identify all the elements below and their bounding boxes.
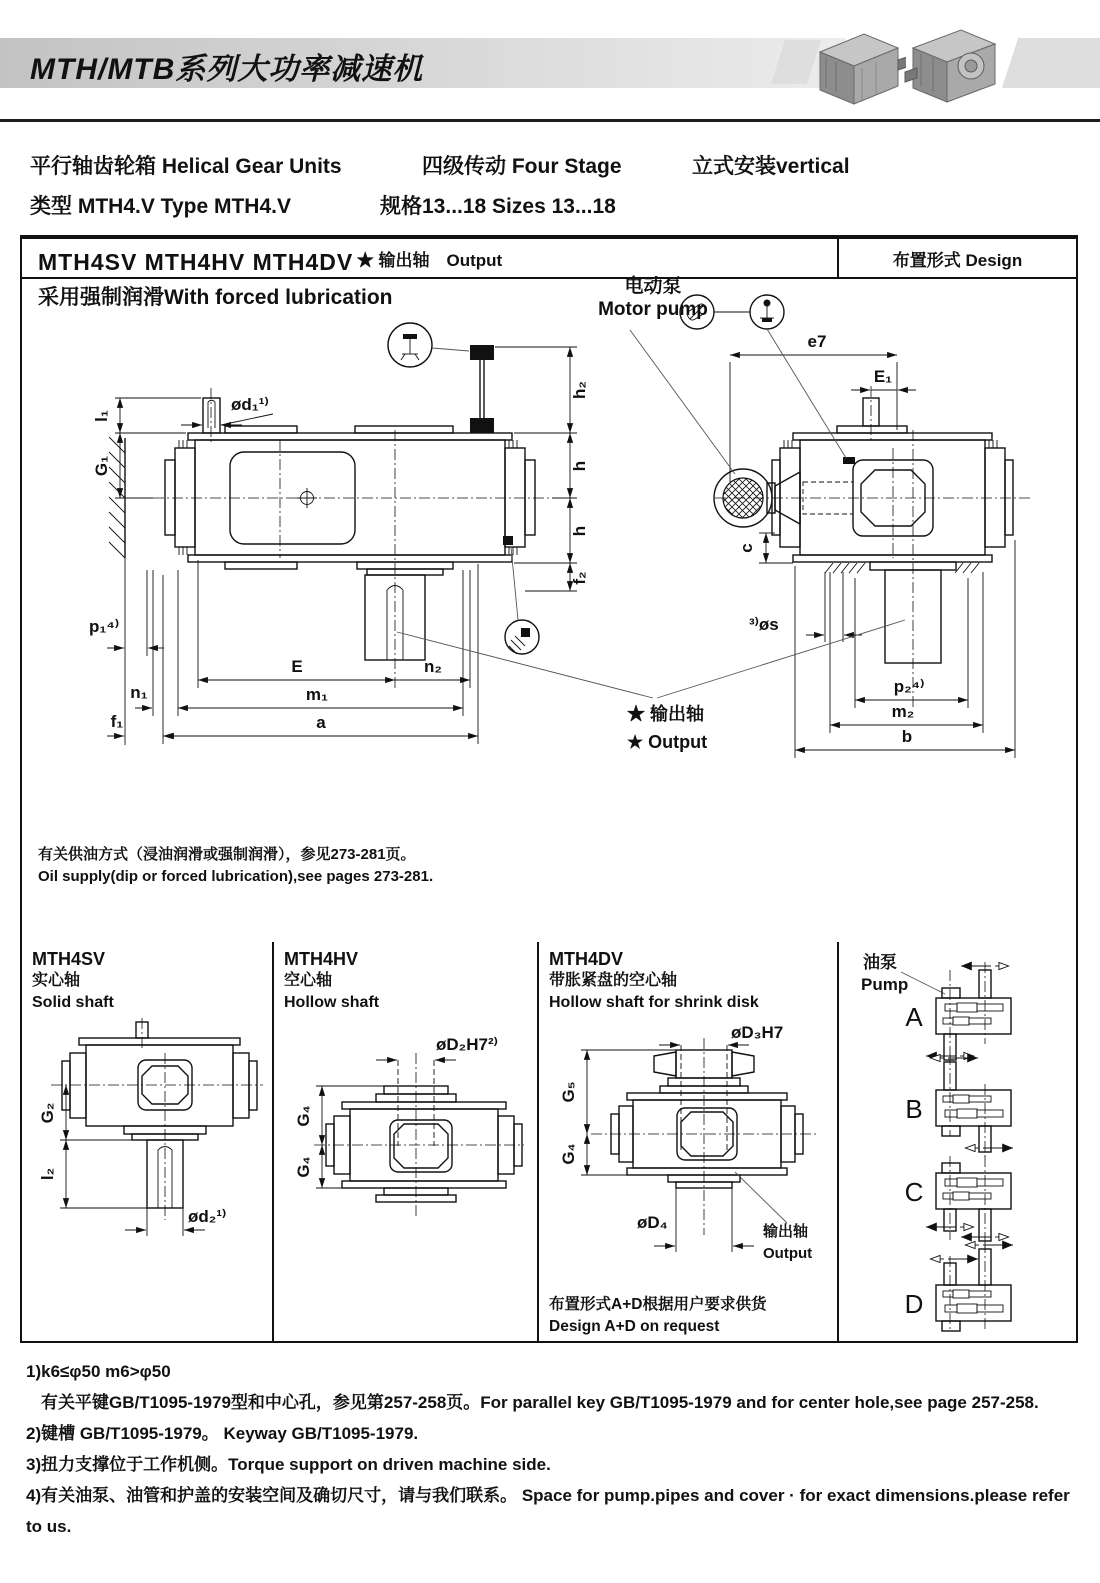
- deco-parallelogram-right: [1002, 38, 1100, 88]
- dim-m2: [830, 572, 983, 733]
- lubrication-note: 采用强制润滑With forced lubrication: [38, 286, 393, 309]
- footnote-1: 1)k6≤φ50 m6>φ50: [26, 1362, 171, 1381]
- col3-output-zh: 输出轴: [763, 1223, 809, 1240]
- design-D: [905, 1242, 1013, 1332]
- input-shaft-front: [203, 398, 220, 433]
- dim-label-l2: l₂: [38, 1167, 57, 1181]
- dim-label-D2: øD₂H7²⁾: [436, 1035, 498, 1054]
- output-callout-col3: [735, 1172, 812, 1262]
- col3-model: MTH4DV: [549, 949, 624, 969]
- dim-D4: [637, 1188, 754, 1252]
- footnote-3: 3)扭力支撑位于工作机侧。Torque support on driven machine side.: [26, 1455, 551, 1474]
- dim-label-h-bot: h: [570, 525, 589, 537]
- dim-row-n1-m1: [130, 570, 463, 716]
- mth4hv-drawing: [284, 1028, 529, 1253]
- dim-label-D4: øD₄: [637, 1213, 668, 1232]
- dim-E1: [851, 367, 916, 390]
- breather-detail-bubble: [388, 323, 469, 367]
- dim-row-f1-a: [107, 564, 478, 744]
- dim-label-E: E: [291, 657, 303, 676]
- dim-label-G4a: G₄: [294, 1105, 313, 1127]
- motor-pump-en: Motor pump: [598, 299, 708, 320]
- col3-note-en: Design A+D on request: [549, 1318, 720, 1335]
- column-design: [837, 942, 1076, 1341]
- dim-d1: [181, 395, 273, 425]
- dim-label-n2: n₂: [424, 657, 442, 676]
- col3-zh: 带胀紧盘的空心轴: [549, 972, 678, 989]
- table-header-output: ★ 输出轴 Output: [356, 250, 503, 270]
- gearbox-housing-front: [165, 426, 535, 569]
- page-title: MTH/MTB系列大功率减速机: [30, 53, 424, 86]
- design-variants-drawing: [839, 944, 1078, 1340]
- design-label-D: D: [904, 1289, 924, 1319]
- footnote-1b: 有关平键GB/T1095-1979型和中心孔，参见第257-258页。For parallel key GB/T1095-1979 and for center hole,see page 257-258.: [41, 1393, 1039, 1412]
- mth4sv-drawing: [26, 1018, 268, 1250]
- breather-icon: [403, 334, 417, 339]
- product-photo-bevel-unit: [903, 14, 1003, 114]
- side-view: [714, 332, 1030, 758]
- design-A: [905, 962, 1011, 1064]
- mth4dv-drawing: [551, 1020, 833, 1278]
- dim-label-h-top: h: [570, 460, 589, 472]
- dim-label-p1: p₁⁴⁾: [89, 617, 119, 636]
- subtitle-model: 类型 MTH4.V Type MTH4.V: [30, 195, 291, 218]
- col3-note-zh: 布置形式A+D根据用户要求供货: [549, 1296, 767, 1313]
- pump-label-zh: 油泵: [863, 953, 897, 972]
- col2-zh: 空心轴: [284, 972, 333, 989]
- col1-model: MTH4SV: [32, 949, 106, 969]
- col2-header: [284, 948, 379, 1014]
- dim-label-G5: G₅: [559, 1081, 578, 1103]
- dim-s: [749, 572, 862, 642]
- output-star-en: ★ Output: [627, 732, 708, 752]
- design-C: [905, 1156, 1011, 1250]
- front-view: [89, 323, 589, 745]
- model-list: MTH4SV MTH4HV MTH4DV: [38, 249, 354, 275]
- output-shaft-front: [357, 562, 453, 660]
- dim-row-E-n2: [198, 560, 470, 688]
- col2-en: Hollow shaft: [284, 994, 380, 1011]
- column-mth4hv: [272, 942, 537, 1341]
- drawing-panel: [20, 235, 1078, 1343]
- dim-label-l1: l₁: [92, 410, 111, 422]
- footnote-2: 2)键槽 GB/T1095-1979。 Keyway GB/T1095-1979.: [26, 1424, 419, 1443]
- footnote-4: 4)有关油泵、油管和护盖的安装空间及确切尺寸，请与我们联系。 Space for pump.pipes and cover · for exact dimensions.please refer to us.: [26, 1486, 1070, 1536]
- dim-label-h2: h₂: [570, 381, 589, 399]
- oil-note-en: Oil supply(dip or forced lubrication),see pages 273-281.: [38, 868, 434, 885]
- footnotes: [26, 1356, 1082, 1542]
- dim-label-c: c: [737, 543, 756, 553]
- dim-G2: [38, 1085, 132, 1140]
- dim-label-G4b: G₄: [294, 1156, 313, 1178]
- drain-plug-icon: [521, 628, 530, 637]
- dim-G4b: [294, 1145, 342, 1188]
- col3-header: [549, 948, 759, 1014]
- dim-label-G2: G₂: [38, 1102, 57, 1124]
- col3-output-en: Output: [763, 1245, 813, 1262]
- col3-en: Hollow shaft for shrink disk: [549, 994, 759, 1011]
- dim-label-D3: øD₃H7: [731, 1023, 784, 1042]
- subtitle-type-zh-en: 平行轴齿轮箱 Helical Gear Units: [30, 155, 342, 178]
- product-photo-helical-unit: [812, 20, 906, 112]
- header-rule: [0, 119, 1100, 122]
- subtitle-stages: 四级传动 Four Stage: [422, 155, 622, 178]
- design-label-C: C: [904, 1177, 924, 1207]
- oil-port-mark: [843, 457, 855, 464]
- motor-pump-zh: 电动泵: [624, 276, 682, 297]
- design-label-B: B: [905, 1094, 923, 1124]
- gearbox-housing-side: [772, 426, 1013, 562]
- oil-drain-port: [503, 536, 513, 545]
- mounting-wall-hatch: [109, 437, 125, 745]
- dim-l2: [38, 1140, 147, 1208]
- dim-h2: [495, 347, 589, 433]
- dim-h-top: [552, 433, 589, 498]
- dim-label-n1: n₁: [130, 683, 148, 702]
- table-body: [22, 942, 1076, 1341]
- dim-d2: [125, 1207, 226, 1236]
- column-mth4sv: [22, 942, 272, 1341]
- oil-note-zh: 有关供油方式（浸油润滑或强制润滑），参见273-281页。: [38, 846, 416, 863]
- pump-label-en: Pump: [861, 975, 909, 994]
- dim-label-p2: p₂⁴⁾: [893, 677, 925, 696]
- design-label-A: A: [905, 1002, 923, 1032]
- dim-label-d1: ød₁¹⁾: [231, 395, 269, 414]
- design-B: [905, 1054, 1013, 1160]
- dim-label-s: ³⁾øs: [749, 615, 779, 634]
- dim-label-E1: E₁: [873, 367, 893, 386]
- dim-label-m1: m₁: [305, 685, 329, 704]
- dim-label-G1: G₁: [92, 455, 111, 477]
- dim-p2: [855, 578, 968, 708]
- motor-pump-detail-bubbles: [630, 295, 846, 474]
- dim-c: [737, 533, 793, 563]
- oil-gun-icon: [760, 300, 774, 323]
- dim-label-f1: f₁: [110, 712, 124, 731]
- col3-note: [549, 1294, 766, 1338]
- subtitle-sizes: 规格13...18 Sizes 13...18: [380, 195, 616, 218]
- dim-f2: [525, 563, 589, 591]
- output-callout: [397, 620, 905, 752]
- table-header-design: 布置形式 Design: [837, 239, 1076, 277]
- dim-label-G4: G₄: [559, 1143, 578, 1165]
- output-star-zh: ★ 输出轴: [627, 704, 705, 724]
- col1-en: Solid shaft: [32, 994, 114, 1011]
- dim-label-f2: f₂: [570, 571, 589, 585]
- dim-label-e7: e7: [807, 332, 827, 351]
- breather-pipe: [470, 345, 494, 433]
- dim-l1: [92, 398, 201, 433]
- dim-label-d2: ød₂¹⁾: [188, 1207, 227, 1226]
- col1-header: [32, 948, 114, 1014]
- main-technical-drawing: [25, 290, 1073, 845]
- column-mth4dv: [537, 942, 837, 1341]
- col1-zh: 实心轴: [32, 972, 81, 989]
- dim-G5: [559, 1050, 676, 1134]
- col2-model: MTH4HV: [284, 949, 359, 969]
- dim-label-m2: m₂: [891, 702, 915, 721]
- dim-label-a: a: [316, 713, 326, 732]
- subtitle-mounting: 立式安装vertical: [692, 155, 850, 178]
- dim-label-b: b: [901, 727, 913, 746]
